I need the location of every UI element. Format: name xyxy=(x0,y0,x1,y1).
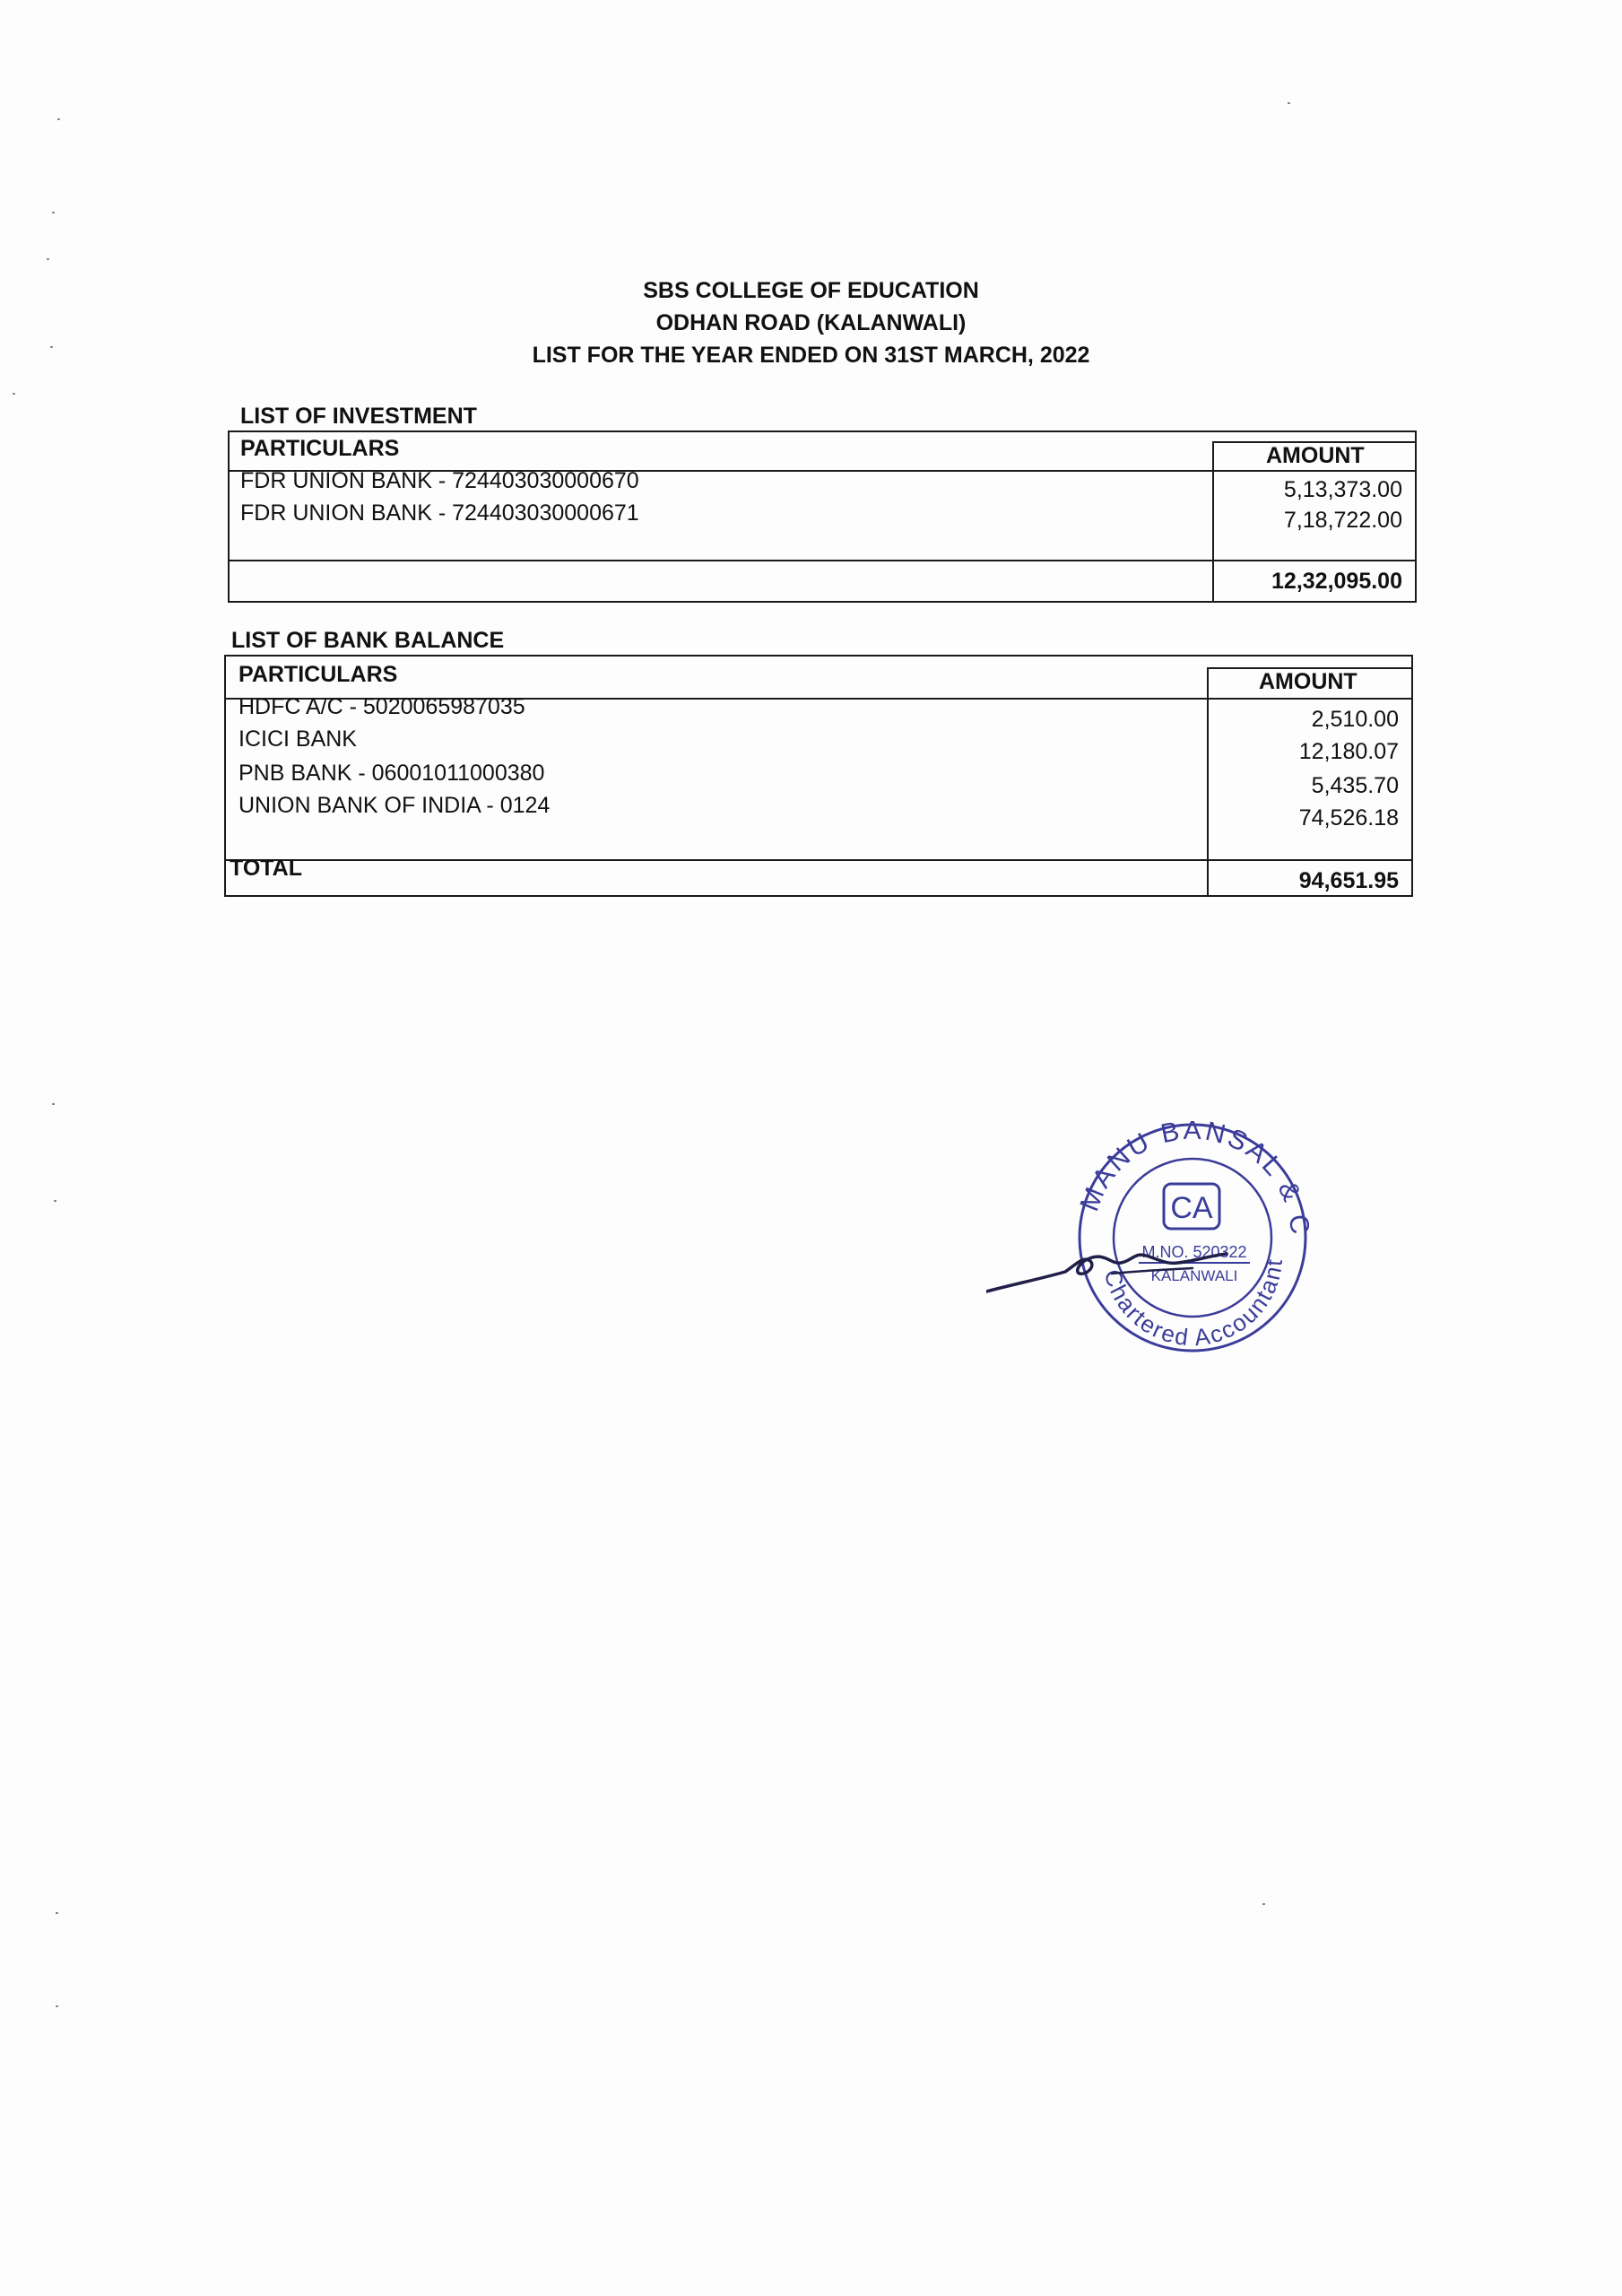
table-rule xyxy=(226,859,1411,861)
stamp-ring-bottom: Chartered Accountant xyxy=(1098,1257,1288,1352)
bank-row-amount: 12,180.07 xyxy=(1298,739,1399,764)
investment-total-amount: 12,32,095.00 xyxy=(1271,569,1402,594)
bank-table xyxy=(224,655,1413,897)
scan-speck xyxy=(1262,1903,1265,1905)
bank-row-particular: HDFC A/C - 5020065987035 xyxy=(239,694,525,719)
bank-row-amount: 2,510.00 xyxy=(1311,707,1399,732)
bank-row-particular: UNION BANK OF INDIA - 0124 xyxy=(239,793,551,818)
bank-section-title: LIST OF BANK BALANCE xyxy=(231,628,505,653)
investment-row-amount: 5,13,373.00 xyxy=(1283,477,1402,502)
document-header xyxy=(0,274,1622,371)
bank-row-amount: 5,435.70 xyxy=(1311,773,1399,798)
scan-speck xyxy=(47,258,49,260)
stamp-membership: M.NO. 520322 xyxy=(1141,1243,1247,1261)
scan-speck xyxy=(1288,102,1290,104)
scan-speck xyxy=(13,393,15,395)
stamp-logo: CA xyxy=(1170,1191,1213,1225)
investment-row-particular: FDR UNION BANK - 724403030000671 xyxy=(240,500,639,526)
bank-col-particulars: PARTICULARS xyxy=(239,662,398,687)
stamp-place: KALANWALI xyxy=(1150,1267,1238,1284)
bank-row-amount: 74,526.18 xyxy=(1298,805,1399,831)
investment-row-particular: FDR UNION BANK - 724403030000670 xyxy=(240,468,639,493)
scan-speck xyxy=(52,1103,55,1105)
stamp-seal-icon xyxy=(986,1121,1309,1354)
table-rule xyxy=(230,560,1415,561)
investment-col-amount: AMOUNT xyxy=(1266,443,1365,468)
header-period: LIST FOR THE YEAR ENDED ON 31ST MARCH, 2022 xyxy=(532,343,1090,368)
scan-speck xyxy=(57,118,60,120)
bank-total-amount: 94,651.95 xyxy=(1298,868,1399,893)
table-column-divider xyxy=(1212,441,1214,603)
scan-speck xyxy=(56,1912,58,1914)
scan-speck xyxy=(52,212,55,213)
scan-speck xyxy=(56,2005,58,2007)
bank-row-particular: PNB BANK - 06001011000380 xyxy=(239,761,545,786)
bank-row-particular: ICICI BANK xyxy=(239,726,357,752)
scan-speck xyxy=(54,1200,56,1202)
table-column-divider xyxy=(1207,667,1209,897)
investment-col-particulars: PARTICULARS xyxy=(240,436,400,461)
investment-row-amount: 7,18,722.00 xyxy=(1283,508,1402,533)
stamp-ring-top: MANU BANSAL & xyxy=(1074,1121,1308,1215)
header-address: ODHAN ROAD (KALANWALI) xyxy=(655,310,967,335)
bank-col-amount: AMOUNT xyxy=(1259,669,1357,694)
investment-table xyxy=(228,430,1417,603)
investment-section-title: LIST OF INVESTMENT xyxy=(240,404,477,429)
header-college-name: SBS COLLEGE OF EDUCATION xyxy=(643,278,979,303)
ca-stamp xyxy=(986,1121,1309,1354)
bank-total-label: TOTAL xyxy=(230,856,303,881)
